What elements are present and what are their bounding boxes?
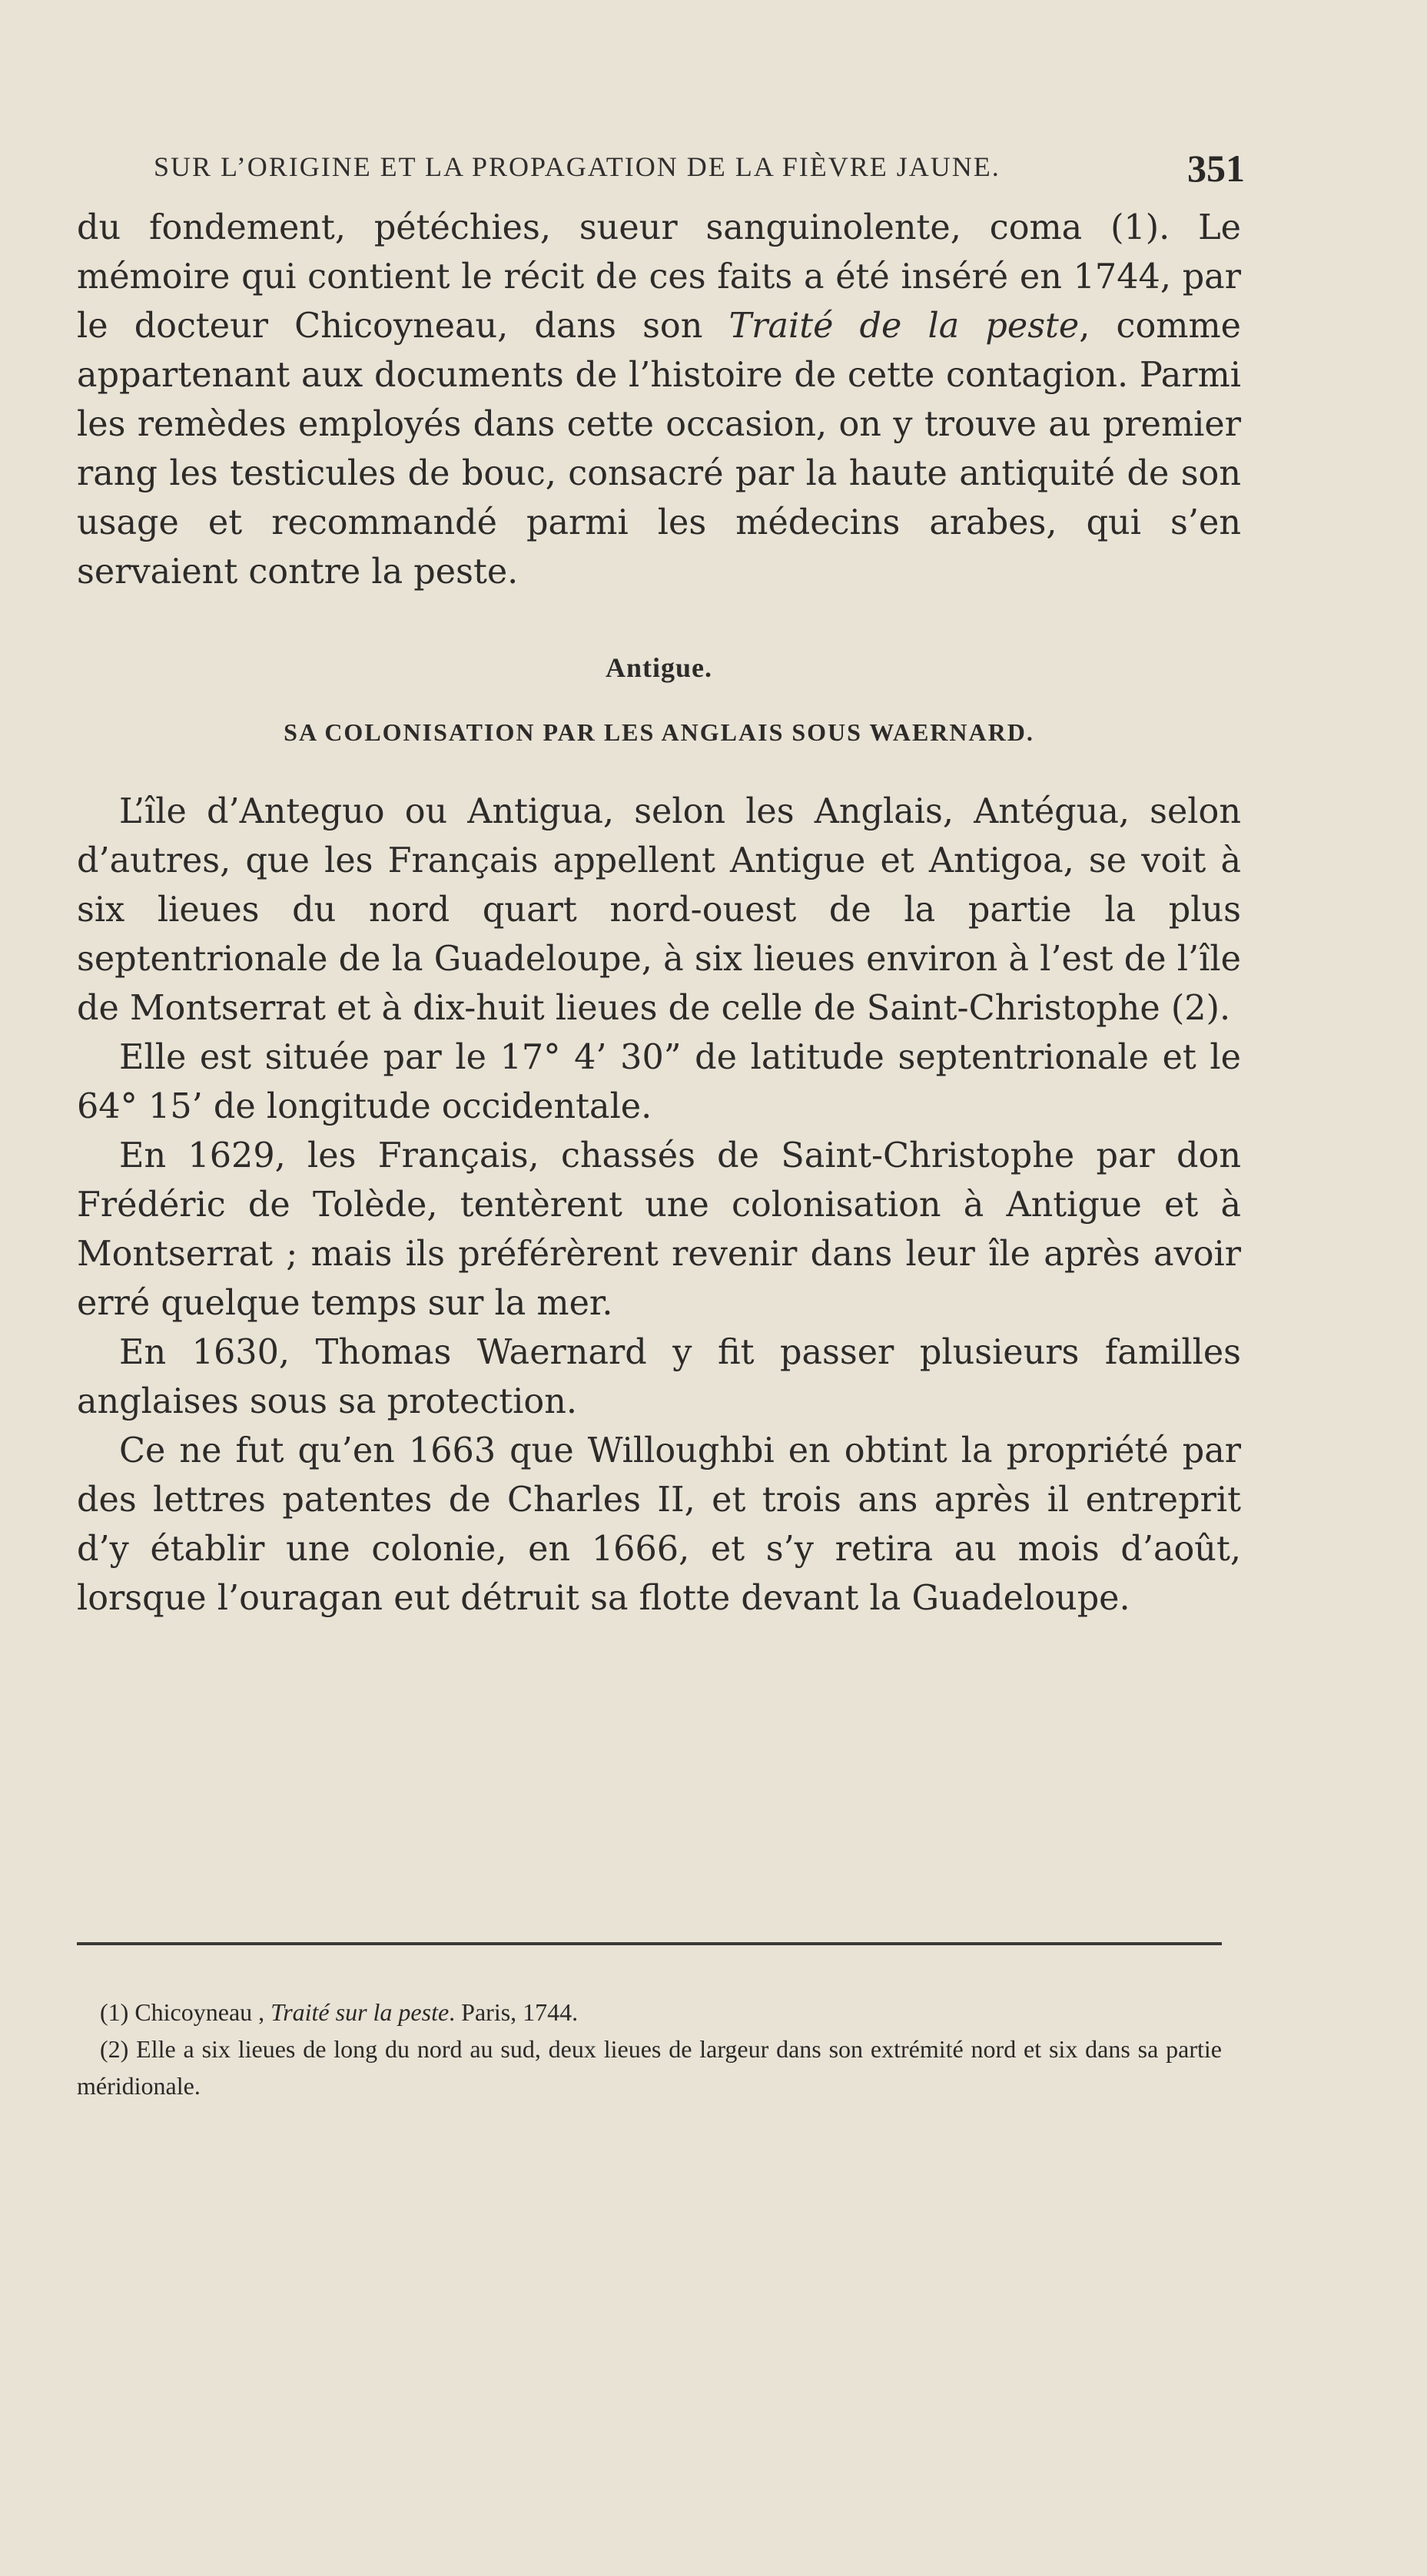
footnote-1 xyxy=(77,1994,1222,2031)
paragraph: Elle est située par le 17° 4’ 30” de latitude septentrionale et le 64° 15’ de longitude occidentale. xyxy=(77,1038,1241,1126)
paragraph-text: du fondement, pétéchies, sueur sanguinolente, coma (1). Le mémoire qui contient le récit de ces faits a été inséré en 1744, par le docteur Chicoyneau, dans son xyxy=(77,208,1241,346)
footnote-text: . Paris, 1744. xyxy=(449,1998,579,2026)
paragraph-text: , comme appartenant aux documents de l’histoire de cette contagion. Parmi les remèdes employés dans cette occasion, on y trouve au premier rang les testicules de bouc, consacré par la haute antiquité de son usage et recommandé parmi les médecins arabes, qui s’en servaient contre la peste. xyxy=(77,307,1241,592)
paragraph: En 1629, les Français, chassés de Saint-Christophe par don Frédéric de Tolède, tentèrent une colonisation à Antigue et à Montserrat ; mais ils préférèrent revenir dans leur île après avoir erré quelque temps sur la mer. xyxy=(77,1136,1241,1323)
page-number: 351 xyxy=(1187,147,1245,190)
paragraph-continued xyxy=(77,204,1241,597)
main-text xyxy=(77,204,1241,1623)
running-title: SUR L’ORIGINE ET LA PROPAGATION DE LA FIÈVRE JAUNE. xyxy=(154,151,1001,182)
paragraph: L’île d’Anteguo ou Antigua, selon les Anglais, Antégua, selon d’autres, que les Français appellent Antigue et Antigoa, se voit à six lieues du nord quart nord-ouest de la partie la plus septentrionale de la Guadeloupe, à six lieues environ à l’est de l’île de Montserrat et à dix-huit lieues de celle de Saint-Christophe (2). xyxy=(77,792,1241,1028)
running-head xyxy=(154,146,1268,192)
footnote-2: (2) Elle a six lieues de long du nord au sud, deux lieues de largeur dans son extrémité nord et six dans sa partie méridionale. xyxy=(77,2035,1222,2100)
paragraph: En 1630, Thomas Waernard y fit passer plusieurs familles anglaises sous sa protection. xyxy=(77,1333,1241,1421)
footnotes xyxy=(77,1994,1222,2104)
footnote-title-italic: Traité sur la peste xyxy=(270,1998,450,2026)
footnote-divider xyxy=(77,1942,1222,1945)
footnote-text: (1) Chicoyneau , xyxy=(100,1998,271,2026)
paragraph: Ce ne fut qu’en 1663 que Willoughbi en obtint la propriété par des lettres patentes de Charles II, et trois ans après il entreprit d’y établir une colonie, en 1666, et s’y retira au mois d’août, lorsque l’ouragan eut détruit sa flotte devant la Guadeloupe. xyxy=(77,1431,1241,1618)
book-title-italic: Traité de la peste xyxy=(728,307,1080,346)
section-subheading: SA COLONISATION PAR LES ANGLAIS SOUS WAERNARD. xyxy=(284,718,1034,746)
section-heading: Antigue. xyxy=(605,652,712,683)
